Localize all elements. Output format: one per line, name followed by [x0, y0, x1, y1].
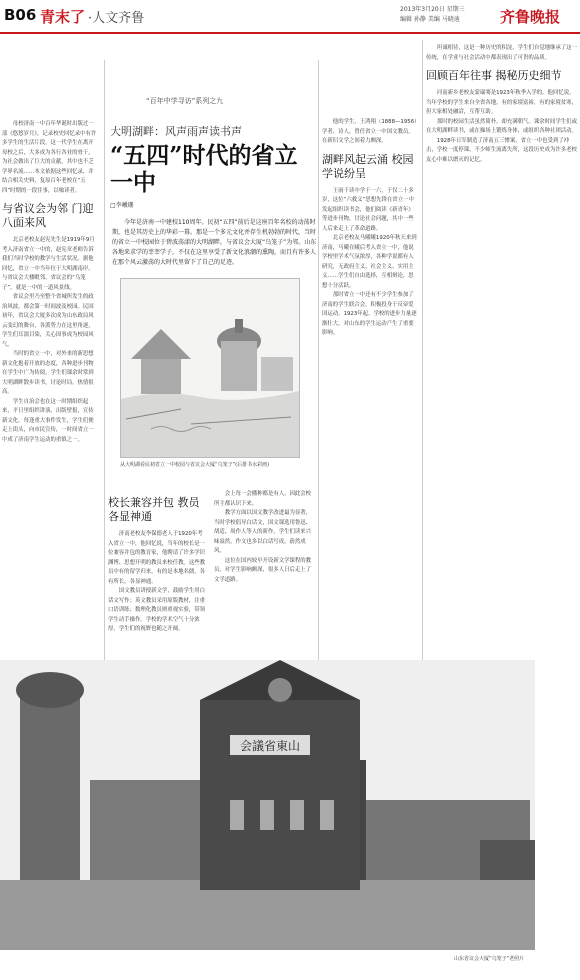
- subheading-3: 湖畔风起云涌 校园学说纷呈: [322, 152, 414, 180]
- body-paragraph: 省议会里乃至整个省城所发生的政治风波，都会第一时间波及校园。民国初年，省议会大厦多次成为山东政局风云变幻的舞台，各派势力在这里角逐，学生们耳濡目染，关心国事成为校园风气。: [2, 294, 94, 348]
- column-divider: [318, 60, 319, 660]
- column-1: [2, 120, 98, 660]
- body-paragraph: 那时省立一中还有不少学生参加了济南的学生联合会，积极投身于反帝爱国运动。1923年起，学校的进步力量逐渐壮大，对山东的学生运动产生了重要影响。: [322, 292, 417, 336]
- subheading-2: 校长兼容并包 教员各显神通: [108, 496, 200, 523]
- column-divider: [422, 40, 423, 660]
- body-paragraph: 他的学生，王鸿翔（1888—1956）学者、诗人，曾任省立一中国文教员，在新旧文学之间着力颇深。: [322, 119, 417, 144]
- issue-date: 2013年3月20日 星期三: [400, 6, 465, 13]
- watercolor-illustration: [120, 278, 300, 458]
- body-paragraph: 学生自治会也在这一时期组织起来，平日里组织讲演、出版壁报，宣传新文化。每逢重大事件发生，学生们便走上街头，向市民宣传，一时间省立一中成了济南学生运动的重镇之一。: [2, 398, 94, 443]
- column-5: [426, 44, 578, 654]
- building-sign: 会議省東山: [239, 739, 301, 753]
- subheading-1: 与省议会为邻 门迎八面来风: [2, 202, 94, 229]
- body-paragraph: 1928年日军制造了济南五三惨案，省立一中也受到了冲击，学校一度停课，不少师生流离失所，这段历史成为许多老校友心中难以磨灭的记忆。: [426, 137, 577, 163]
- column-3: [214, 490, 312, 660]
- body-paragraph: 济南老校友李保德老人于1920年考入省立一中，他回忆说，当年的校长是一位兼容并包的教育家，他聘请了许多学识渊博、思想开明的教员来校任教。这些教员中有的留学归来，有的是本地名儒，各有所长，各显神通。: [108, 531, 206, 585]
- body-paragraph: 坦诚相待，这是一种历史的积淀，学生们自觉地继承了这一传统，在学业与社会活动中都表现出了可贵的品质。: [426, 45, 577, 61]
- subheading-4: 回顾百年往事 揭秘历史细节: [426, 69, 562, 82]
- section-name: 青末了: [40, 8, 86, 26]
- series-label: “百年中学寻访”系列之九: [146, 97, 224, 105]
- body-paragraph: 教学方面以国文教学改进最为显著，当时学校倡导白话文，国文课选用鲁迅、胡适、周作人等人的新作，学生们读来兴味盎然，作文也多以白话写成，蔚然成风。: [214, 510, 312, 554]
- body-paragraph: 当时的省立一中，对外来的新思想新文化抱着开放的态度，各种进步刊物在学生中广为传阅。学生们课余时常到大明湖畔散步读书，讨论时局，热情很高。: [2, 351, 94, 395]
- assembly-building-photo: [0, 660, 535, 950]
- article-title: “五四”时代的省立一中: [110, 142, 298, 196]
- body-paragraph: 这位在国内较早开设新文学课程的教员，对学生影响颇深，很多人日后走上了文学道路。: [214, 557, 312, 583]
- page-header: [0, 0, 580, 34]
- editors-line: 编辑 孙静 美编 马晓迪: [400, 16, 460, 23]
- photo-caption: 山东省议会大厦“乌笼子”老照片: [454, 956, 525, 962]
- newspaper-logo: 齐鲁晚报: [500, 8, 561, 26]
- body-paragraph: 那时的校园生活虽然简朴，却充满朝气。课余时间学生们或在大明湖畔读书，或在操场上锻炼身体，或组织各种社团活动。: [426, 118, 577, 134]
- body-paragraph: 国文教员讲授新文学，鼓励学生用白话文写作；英文教员采用原版教材，注重口语训练；数理化教员则重视实验，带领学生动手操作。学校的学术空气十分浓厚，学生们的视野也随之开阔。: [108, 588, 206, 632]
- article-byline: □李曦珊: [110, 202, 134, 209]
- body-paragraph: 河南新乡老校友蒙瑞骞是1923年秋季入学的。他回忆说，当年学校的学生来自全省各地，有的家境富裕，有的家境贫寒，但大家相处融洽，互帮互助。: [426, 90, 577, 115]
- article-kicker: 大明湖畔：风声雨声读书声: [110, 125, 242, 138]
- column-4: [322, 118, 418, 660]
- column-divider: [104, 60, 105, 660]
- section-subtitle: ·人文齐鲁: [88, 11, 145, 26]
- column-2: [108, 490, 206, 660]
- article-lead: 今年是济南一中建校110周年。民初“五四”前后是这座百年名校的动荡时期，也是其历史上的华彩一幕。那是一个多元文化并存生机勃勃的时代，当时的省立一中校园位于碧波荡漾的大明湖畔，与省议会大厦“乌笼子”为邻。山东各地来求学的莘莘学子，不仅在这里享受了新文化浪潮的熏陶，而且有许多人在那个风云激荡的大时代里留下了自己的足迹。: [112, 219, 317, 266]
- body-paragraph: 会上每一会播种都是有人，因此会校所主都认识下来。: [214, 491, 312, 507]
- body-paragraph: 王雨千读中学于一六，于仅二十多岁，这位“六救义”思想先锋在省立一中发起组织读书会，他们阅读《新青年》等进步刊物，讨论社会问题，其中一些人后来走上了革命道路。: [322, 187, 414, 232]
- body-paragraph: 北京老校友赵宪先生是1919年9月考入济南省立一中的，赵宪章老师告诉我们当时学校的教学与生活状况。据他回忆，省立一中当年位于大明湖南岸，与省议会大楼毗邻，省议会的“乌笼子”，就是一中的一道风景线。: [2, 237, 95, 291]
- intro-paragraph: 母校济南一中百年华诞时出版过一部《悠悠岁月》，记录校史回忆录中有许多学生的生活片段。这一代学生在离开母校之后，大多成为各行各业的骨干，为社会做出了巨大的贡献，其中也不乏学界名流……本文依据这些回忆录，并结合相关史料，复原百年老校在“五四”时期的一段往事，以飨读者。: [2, 121, 97, 194]
- illustration-caption: 从大明湖看民初省立一中校园与省议会大厦“乌笼子”(后排书水彩画): [120, 462, 270, 468]
- body-paragraph: 北京老校友马曦曦1920年秋天来到济南，马曦在曦后考入省立一中，他说学校里学术气氛浓厚，各种学说都有人研究，无政府主义、社会主义、实用主义……学生们自由选择，互相辩论，思想十分活跃。: [322, 235, 417, 289]
- page-code: B06: [4, 6, 37, 24]
